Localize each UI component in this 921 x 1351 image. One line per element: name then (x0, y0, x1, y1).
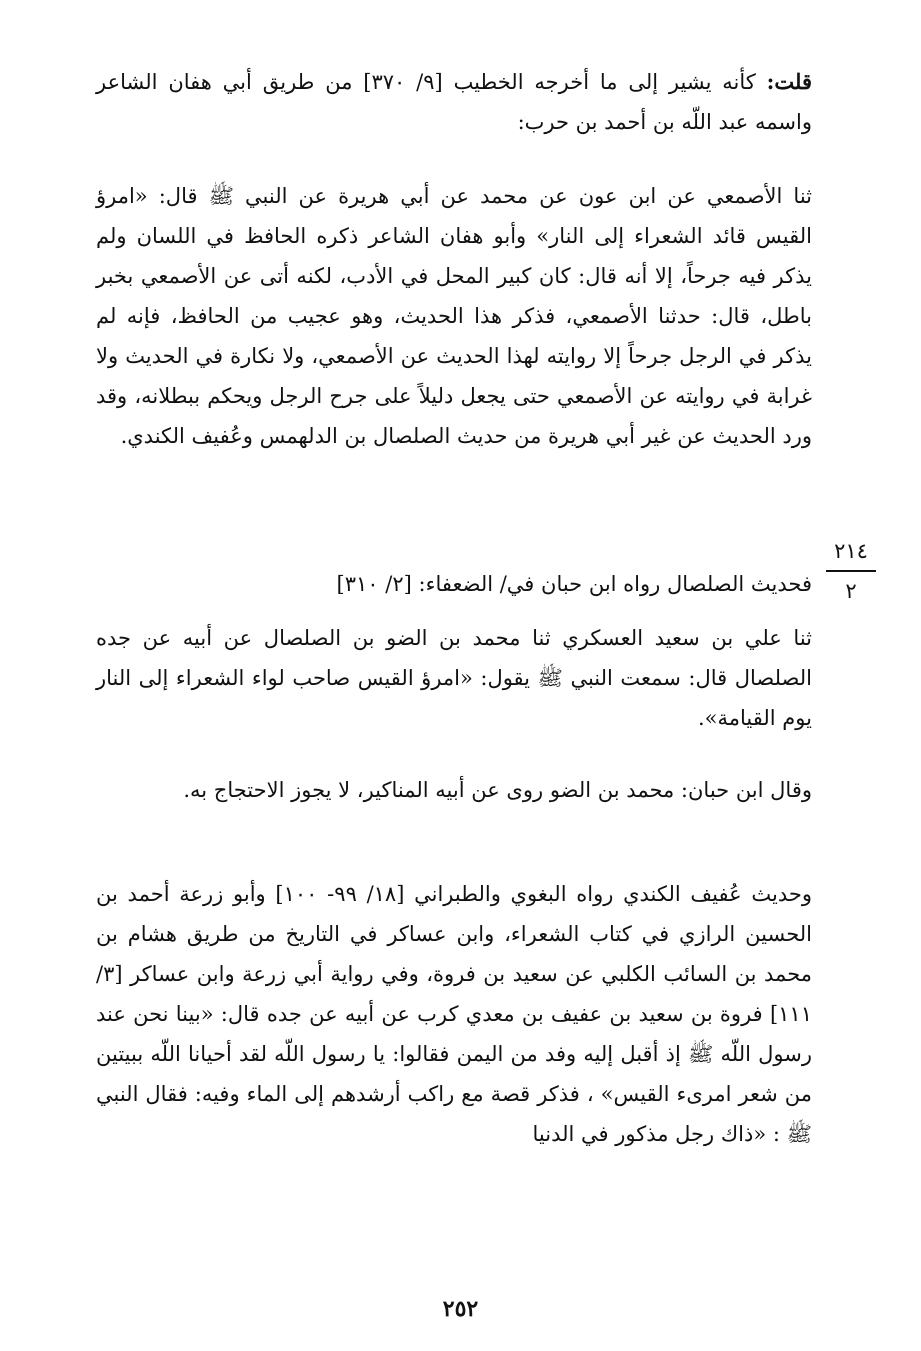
paragraph-ibn-hibban-comment: وقال ابن حبان: محمد بن الضو روى عن أبيه المناكير، لا يجوز الاحتجاج به. (183, 778, 812, 802)
paragraph-text: كأنه يشير إلى ما أخرجه الخطيب [٩/ ٣٧٠] من طريق أبي هفان الشاعر واسمه عبد اللّه بن أحمد بن حرب: (96, 70, 812, 134)
margin-reference-divider (826, 570, 876, 572)
paragraph-salsal-hadith: ثنا علي بن سعيد العسكري ثنا محمد بن الضو بن الصلصال عن أبيه عن جده الصلصال قال: سمعت النبي ﷺ يقول: «امرؤ القيس صاحب لواء الشعراء إلى النار يوم القيامة». (96, 626, 812, 730)
margin-reference (826, 536, 876, 606)
paragraph-lead-word: قلت: (766, 69, 812, 94)
paragraph-asmaei-hadith: ثنا الأصمعي عن ابن عون عن محمد عن أبي هريرة عن النبي ﷺ قال: «امرؤ القيس قائد الشعراء إلى النار» وأبو هفان الشاعر ذكره الحافظ في اللسان ولم يذكر فيه جرحاً، إلا أنه قال: كان كبير المحل في الأدب، لكنه أتى عن الأصمعي بخبر باطل، قال: حدثنا الأصمعي، فذكر هذا الحديث، وهو عجيب من الحافظ، فإنه لم يذكر في الرجل جرحاً إلا روايته لهذا الحديث عن الأصمعي، ولا نكارة في الحديث ولا غرابة في روايته عن الأصمعي حتى يجعل دليلاً على جرح الرجل ويحكم ببطلانه، وقد ورد الحديث عن غير أبي هريرة من حديث الصلصال بن الدلهمس وعُفيف الكندي. (96, 184, 812, 448)
paragraph-ufayf-hadith: وحديث عُفيف الكندي رواه البغوي والطبراني [١٨/ ٩٩- ١٠٠] وأبو زرعة أحمد بن الحسين الرازي في كتاب الشعراء، وابن عساكر في التاريخ من طريق هشام بن محمد بن السائب الكلبي عن سعيد بن فروة، وفي رواية أبي زرعة وابن عساكر [٣/ ١١١] فروة بن سعيد بن عفيف بن معدي كرب عن أبيه عن جده قال: «بينا نحن عند رسول اللّه ﷺ إذ أقبل إليه وفد من اليمن فقالوا: يا رسول اللّه لقد أحيانا اللّه ببيتين من شعر امرىء القيس» ، فذكر قصة مع راكب أرشدهم إلى الماء وفيه: فقال النبي ﷺ : «ذاك رجل مذكور في الدنيا (96, 882, 812, 1146)
margin-reference-part: ٢ (845, 579, 857, 603)
margin-reference-volume-page: ٢١٤ (834, 539, 868, 563)
paragraph-salsal-intro: فحديث الصلصال رواه ابن حبان في/ الضعفاء: [٢/ ٣١٠] (336, 572, 812, 596)
paragraph-qultu (96, 62, 812, 142)
page-number: ٢٥٢ (442, 1296, 479, 1322)
